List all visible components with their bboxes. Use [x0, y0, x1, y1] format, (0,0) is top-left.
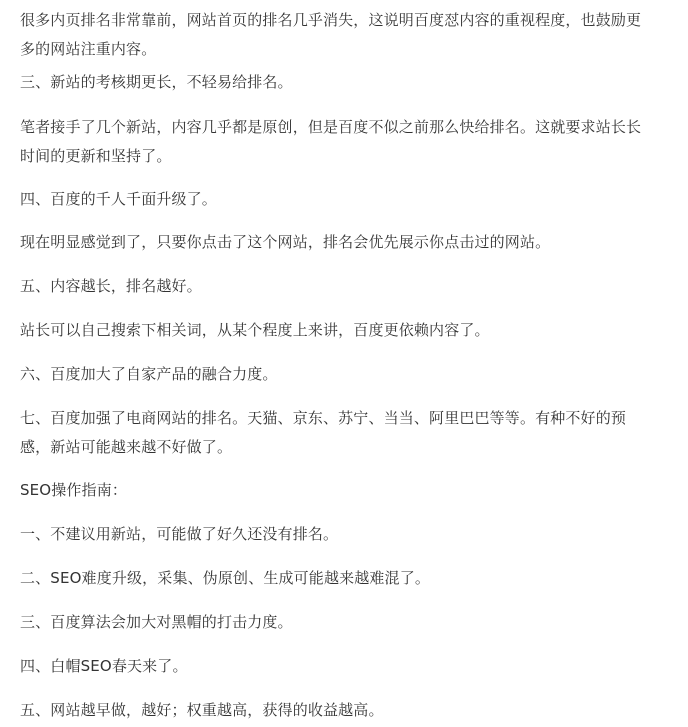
paragraph-line: 站长可以自己搜索下相关词，从某个程度上来讲，百度更依赖内容了。	[20, 321, 490, 339]
section-heading	[20, 360, 680, 389]
paragraph-line: 四、百度的千人千面升级了。	[20, 190, 217, 208]
paragraph	[20, 228, 680, 257]
paragraph-line: 一、不建议用新站，可能做了好久还没有排名。	[20, 525, 339, 543]
paragraph-line: 五、内容越长，排名越好。	[20, 277, 202, 295]
paragraph-line: 七、百度加强了电商网站的排名。天猫、京东、苏宁、当当、阿里巴巴等等。有种不好的预	[20, 409, 627, 427]
section-heading	[20, 476, 680, 505]
paragraph-line: 三、新站的考核期更长，不轻易给排名。	[20, 73, 293, 91]
paragraph-line: 笔者接手了几个新站，内容几乎都是原创，但是百度不似之前那么快给排名。这就要求站长长	[20, 118, 642, 136]
list-item	[20, 608, 680, 637]
list-item	[20, 564, 680, 593]
paragraph-line: 六、百度加大了自家产品的融合力度。	[20, 365, 278, 383]
paragraph-line: 四、白帽SEO春天来了。	[20, 657, 188, 675]
paragraph	[20, 316, 680, 345]
paragraph-line: 现在明显感觉到了，只要你点击了这个网站，排名会优先展示你点击过的网站。	[20, 233, 551, 251]
list-item	[20, 520, 680, 549]
paragraph-line: 时间的更新和坚持了。	[20, 147, 172, 165]
paragraph-line: 五、网站越早做，越好；权重越高，获得的收益越高。	[20, 701, 384, 719]
paragraph-line: 很多内页排名非常靠前，网站首页的排名几乎消失，这说明百度怼内容的重视程度，也鼓励更	[20, 11, 642, 29]
list-item	[20, 696, 680, 725]
section-heading	[20, 68, 680, 97]
paragraph-line: 三、百度算法会加大对黑帽的打击力度。	[20, 613, 293, 631]
paragraph	[20, 6, 680, 64]
paragraph-line: SEO操作指南：	[20, 481, 128, 499]
paragraph	[20, 113, 680, 171]
paragraph-line: 二、SEO难度升级，采集、伪原创、生成可能越来越难混了。	[20, 569, 431, 587]
paragraph-line: 多的网站注重内容。	[20, 40, 157, 58]
list-item	[20, 652, 680, 681]
section-heading	[20, 272, 680, 301]
paragraph	[20, 404, 680, 462]
paragraph-line: 感，新站可能越来越不好做了。	[20, 438, 233, 456]
section-heading	[20, 185, 680, 214]
